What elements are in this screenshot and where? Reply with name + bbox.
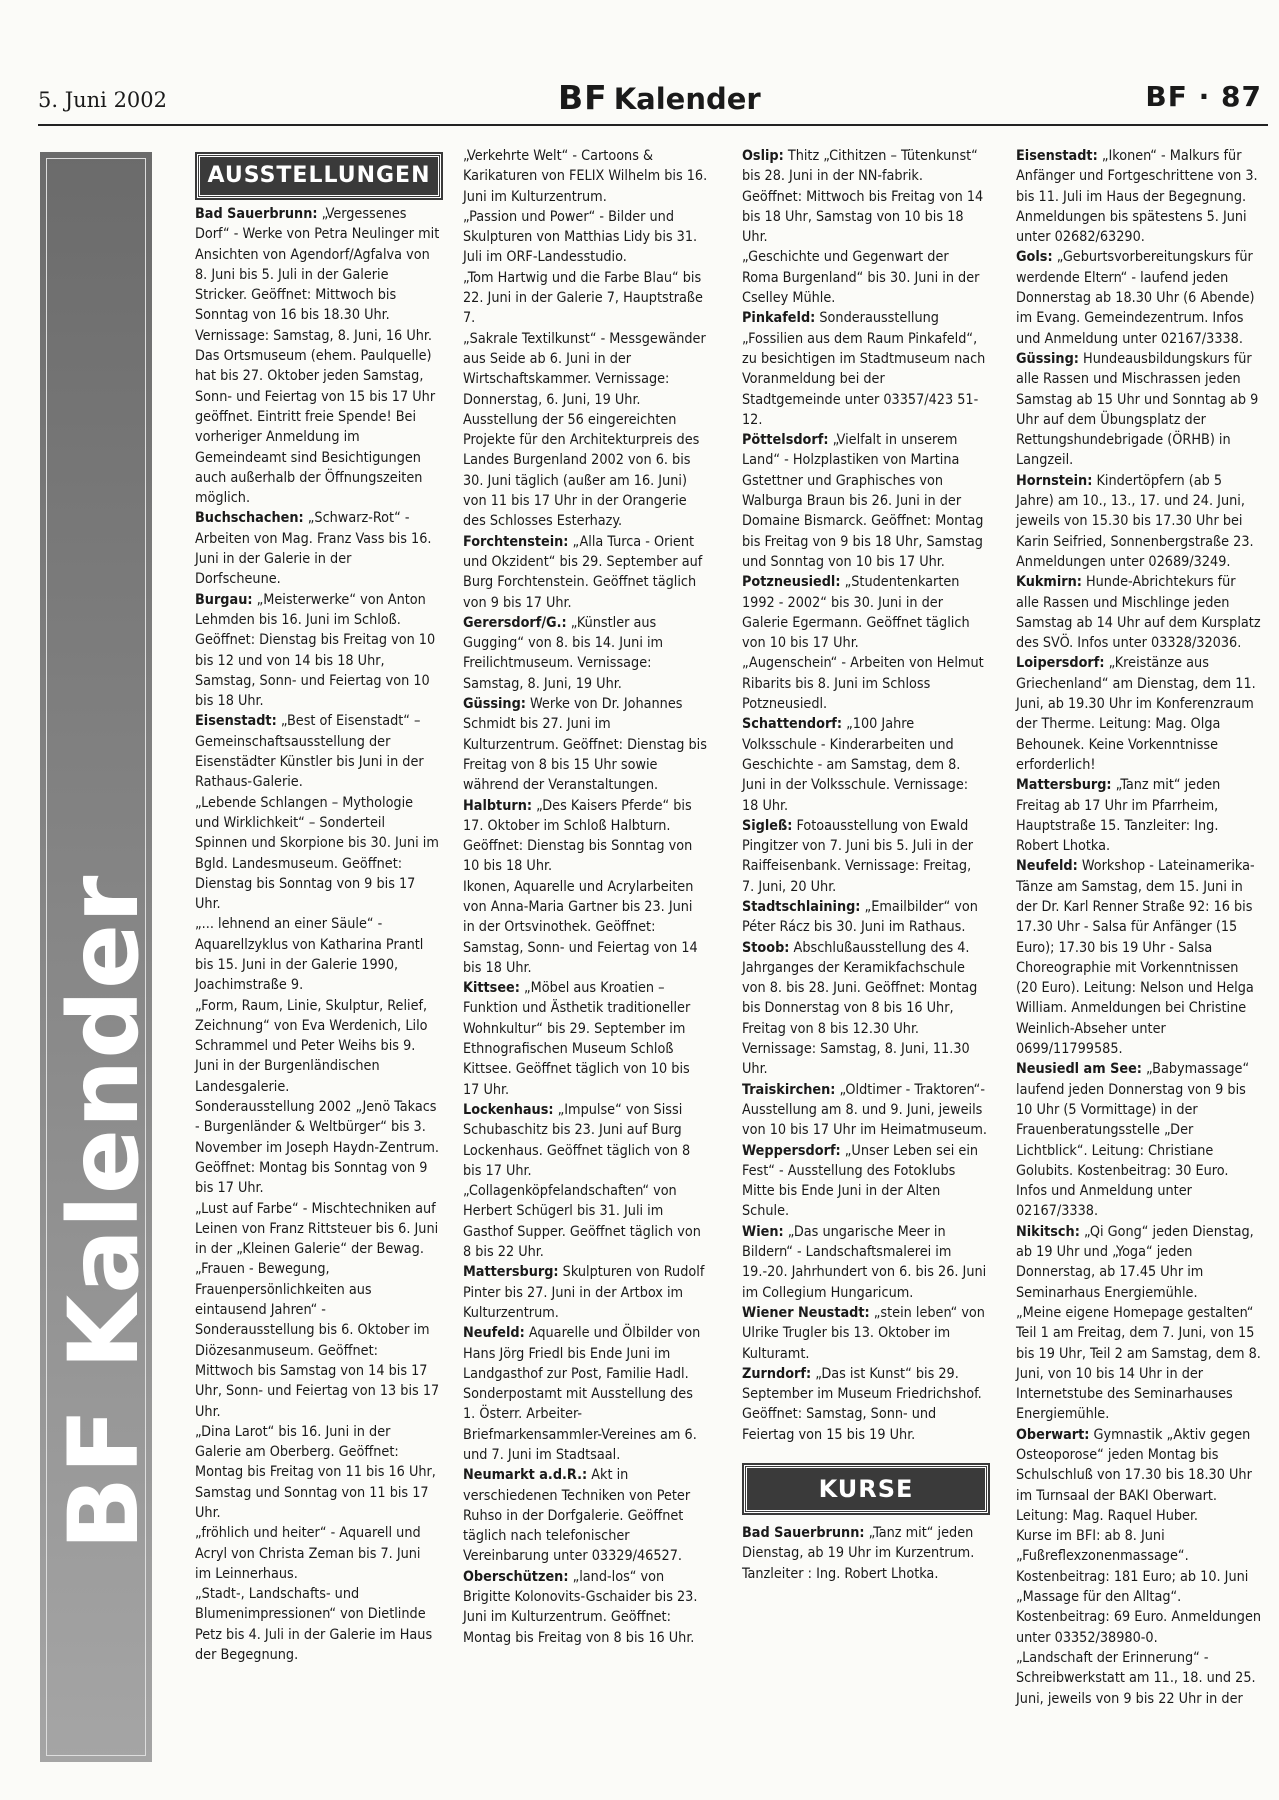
sidebar-logo: BF: [48, 1405, 160, 1550]
listing-entry: [195, 204, 440, 346]
listing-location: Gerersdorf/G.:: [463, 614, 567, 631]
listing-entry: [463, 694, 708, 795]
listing-entry: [1016, 572, 1261, 653]
listing-text: „Frauen - Bewegung, Frauenpersönlichkeiten aus eintausend Jahren“ - Sonderausstellung bis 6. Oktober im Diözesanmuseum. Geöffnet: Mittwoch bis Samstag von 14 bis 17 Uhr, Sonn- und Feiertag von 13 bis 17 Uhr.: [195, 1261, 440, 1420]
listing-text: Sonderausstellung „Fossilien aus dem Raum Pinkafeld“, zu besichtigen im Stadtmuseum nach Voranmeldung bei der Stadtgemeinde unter 03357/423 51-12.: [742, 310, 986, 428]
issue-date: 5. Juni 2002: [38, 88, 168, 112]
listing-entry: [742, 1222, 987, 1303]
listing-entry: [1016, 1425, 1261, 1526]
listing-location: Lockenhaus:: [463, 1101, 554, 1118]
listing-entry: [463, 613, 708, 694]
listing-entry: [742, 1364, 987, 1445]
listing-text: „Vergessenes Dorf“ - Werke von Petra Neulinger mit Ansichten von Agendorf/Agfalva von 8. Juni bis 5. Juli in der Galerie Stricker. Geöffnet: Mittwoch bis Sonntag von 16 bis 18.30 Uhr. Vernissage: Samstag, 8. Juni, 16 Uhr.: [195, 206, 440, 344]
listing-text: Thitz „Cithitzen – Tütenkunst“ bis 28. Juni in der NN-fabrik. Geöffnet: Mittwoch bis Freitag von 14 bis 18 Uhr, Samstag von 10 bis 18 Uhr.: [742, 148, 984, 246]
listing-text: „stein leben“ von Ulrike Trugler bis 13. Oktober im Kulturamt.: [742, 1304, 985, 1362]
listing-entry: [1016, 1303, 1261, 1425]
listing-entry: [463, 1100, 708, 1181]
column-2: [463, 146, 708, 1648]
listing-entry: [195, 793, 440, 915]
listing-entry: [463, 1262, 708, 1323]
column-2-entries: [463, 146, 708, 1648]
listing-text: „Lebende Schlangen – Mythologie und Wirklichkeit“ – Sonderteil Spinnen und Skorpione bis 30. Juni im Bgld. Landesmuseum. Geöffnet: Dienstag bis Sonntag von 9 bis 17 Uhr.: [195, 794, 439, 913]
listing-location: Güssing:: [1016, 350, 1079, 367]
listing-location: Halbturn:: [463, 797, 533, 814]
listing-entry: [463, 532, 708, 613]
listing-text: Skulpturen von Rudolf Pinter bis 27. Juni in der Artbox im Kulturzentrum.: [463, 1264, 705, 1321]
listing-location: Eisenstadt:: [1016, 148, 1098, 164]
listing-location: Weppersdorf:: [742, 1142, 841, 1159]
listing-text: „Studentenkarten 1992 - 2002“ bis 30. Juni in der Galerie Egermann. Geöffnet täglich von 10 bis 17 Uhr.: [742, 574, 970, 652]
listing-entry: [463, 1567, 708, 1648]
listing-text: „Verkehrte Welt“ - Cartoons & Karikaturen von FELIX Wilhelm bis 16. Juni im Kulturzentrum.: [463, 148, 708, 205]
listing-location: Stoob:: [742, 939, 790, 956]
listing-text: „Alla Turca - Orient und Okzident“ bis 29. September auf Burg Forchtenstein. Geöffnet täglich von 9 bis 17 Uhr.: [463, 533, 703, 611]
listing-entry: [1016, 1059, 1261, 1221]
listing-entry: [195, 1199, 440, 1260]
listing-text: „Künstler aus Gugging“ von 8. bis 14. Juni im Freilichtmuseum. Vernissage: Samstag, 8. Juni, 19 Uhr.: [463, 614, 664, 692]
listing-entry: [742, 1080, 987, 1141]
listing-location: Neusiedl am See:: [1016, 1061, 1142, 1078]
listing-text: „Augenschein“ - Arbeiten von Helmut Ribarits bis 8. Juni im Schloss Potzneusiedl.: [742, 655, 984, 713]
listing-text: Gymnastik „Aktiv gegen Osteoporose“ jeden Montag bis Schulschluß von 17.30 bis 18.30 Uhr im Turnsaal der BAKI Oberwart. Leitung: Mag. Raquel Huber.: [1016, 1426, 1252, 1524]
column-4-entries: [1016, 146, 1261, 1709]
listing-location: Eisenstadt:: [195, 713, 277, 730]
listing-entry: [463, 329, 708, 410]
listing-text: „Tanz mit“ jeden Freitag ab 17 Uhr im Pfarrheim, Hauptstraße 15. Tanzleiter: Ing. Robert Lhotka.: [1016, 777, 1221, 855]
listing-entry: [195, 1584, 440, 1665]
listing-text: Aquarelle und Ölbilder von Hans Jörg Friedl bis Ende Juni im Landgasthof zur Post, Familie Hadl. Sonderpostamt mit Ausstellung des 1. Österr. Arbeiter-Briefmarkensammler-Vereines am 6. und 7. Juni im Stadtsaal.: [463, 1325, 701, 1463]
listing-text: „Babymassage“ laufend jeden Donnerstag von 9 bis 10 Uhr (5 Vormittage) in der Frauenberatungsstelle „Der Lichtblick“. Leitung: Christiane Golubits. Kostenbeitrag: 30 Euro. Infos und Anmeldung unter 02167/3338.: [1016, 1061, 1250, 1220]
listing-text: Hundeausbildungskurs für alle Rassen und Mischrassen jeden Samstag ab 15 Uhr und Sonntag ab 9 Uhr auf dem Übungsplatz der Rettungshundebrigade (ÖRHB) in Langzeil.: [1016, 350, 1259, 469]
listing-entry: [463, 877, 708, 978]
listing-text: „Emailbilder“ von Péter Rácz bis 30. Juni im Rathaus.: [742, 898, 978, 936]
sidebar-title: [48, 874, 160, 1550]
section-heading-ausstellungen: AUSSTELLUNGEN: [197, 154, 441, 198]
listing-entry: [195, 590, 440, 712]
listing-entry: [195, 711, 440, 792]
listing-entry: [463, 1465, 708, 1566]
listing-entry: [742, 146, 987, 247]
listing-location: Oberschützen:: [463, 1568, 569, 1585]
listing-entry: [1016, 146, 1261, 247]
listing-entry: [195, 1097, 440, 1198]
listing-text: „Meine eigene Homepage gestalten“ Teil 1 am Freitag, dem 7. Juni, von 15 bis 19 Uhr, Teil 2 am Samstag, dem 8. Juni, von 10 bis 14 Uhr in der Internetstube des Seminarhauses Energiemühle.: [1016, 1304, 1261, 1423]
listing-entry: [195, 1422, 440, 1523]
listing-entry: [195, 996, 440, 1097]
listing-text: „Landschaft der Erinnerung“ - Schreibwerkstatt am 11., 18. und 25. Juni, jeweils von 9 bis 22 Uhr in der: [1016, 1649, 1256, 1707]
listing-text: „Geburtsvorbereitungskurs für werdende Eltern“ - laufend jeden Donnerstag ab 18.30 Uhr (6 Abende) im Evang. Gemeindezentrum. Infos und Anmeldung unter 02167/3338.: [1016, 249, 1255, 347]
listing-entry: [742, 572, 987, 653]
listing-entry: [742, 1303, 987, 1364]
listing-entry: [463, 1181, 708, 1262]
listing-location: Burgau:: [195, 591, 253, 608]
listing-location: Bad Sauerbrunn:: [195, 206, 318, 222]
listing-entry: [742, 1523, 987, 1584]
listing-text: „100 Jahre Volksschule - Kinderarbeiten und Geschichte - am Samstag, dem 8. Juni in der Volksschule. Vernissage: 18 Uhr.: [742, 716, 969, 814]
listing-location: Mattersburg:: [1016, 777, 1112, 794]
bf-logo: BF: [558, 78, 608, 117]
kurse-entries: [742, 1523, 987, 1584]
listing-entry: [1016, 1648, 1261, 1709]
listing-location: Pinkafeld:: [742, 310, 816, 327]
listing-entry: [742, 897, 987, 938]
listing-location: Stadtschlaining:: [742, 898, 861, 915]
listing-location: Potzneusiedl:: [742, 574, 841, 591]
listing-text: „Geschichte und Gegenwart der Roma Burgenland“ bis 30. Juni in der Cselley Mühle.: [742, 249, 980, 307]
listing-location: Oslip:: [742, 148, 784, 164]
listing-text: „Das ungarische Meer in Bildern“ - Landschaftsmalerei im 19.-20. Jahrhundert von 6. bis 26. Juni im Collegium Hungaricum.: [742, 1223, 987, 1301]
listing-text: „Möbel aus Kroatien – Funktion und Ästhetik traditioneller Wohnkultur“ bis 29. September im Ethnografischen Museum Schloß Kittsee. Geöffnet täglich von 10 bis 17 Uhr.: [463, 980, 691, 1098]
listing-entry: [463, 207, 708, 268]
listing-text: Hunde-Abrichtekurs für alle Rassen und Mischlinge jeden Samstag ab 14 Uhr auf dem Kursplatz des SVÖ. Infos unter 03328/32036.: [1016, 574, 1261, 652]
listing-entry: [195, 1259, 440, 1421]
listing-entry: [742, 816, 987, 897]
column-1: [195, 150, 440, 1665]
page-number: BF · 87: [1145, 80, 1262, 113]
listing-location: Zurndorf:: [742, 1365, 812, 1382]
listing-text: Das Ortsmuseum (ehem. Paulquelle) hat bis 27. Oktober jeden Samstag, Sonn- und Feiertag von 15 bis 17 Uhr geöffnet. Eintritt freie Spende! Bei vorheriger Anmeldung im Gemeindeamt sind Besichtigungen auch außerhalb der Öffnungszeiten möglich.: [195, 348, 436, 507]
listing-entry: [463, 146, 708, 207]
listing-text: „Vielfalt in unserem Land“ - Holzplastiken von Martina Gstettner und Graphisches von Walburga Braun bis 26. Juni in der Domaine Bismarck. Geöffnet: Montag bis Freitag von 9 bis 18 Uhr, Samstag und Sonntag von 10 bis 17 Uhr.: [742, 432, 984, 570]
listing-entry: [1016, 471, 1261, 572]
listing-entry: [742, 430, 987, 572]
listing-entry: [463, 268, 708, 329]
listing-text: „Das ist Kunst“ bis 29. September im Museum Friedrichshof. Geöffnet: Samstag, Sonn- und Feiertag von 15 bis 19 Uhr.: [742, 1365, 982, 1443]
listing-location: Sigleß:: [742, 817, 793, 834]
listing-text: „... lehnend an einer Säule“ - Aquarellzyklus von Katharina Prantl bis 15. Juni in der Galerie 1990, Joachimstraße 9.: [195, 916, 424, 994]
listing-text: „Passion und Power“ - Bilder und Skulpturen von Matthias Lidy bis 31. Juli im ORF-Landesstudio.: [463, 208, 698, 266]
listing-text: Ausstellung der 56 eingereichten Projekte für den Architekturpreis des Landes Burgenland 2002 von 6. bis 30. Juni täglich (außer am 16. Juni) von 11 bis 17 Uhr in der Orangerie des Schlosses Esterhazy.: [463, 411, 700, 530]
listing-entry: [463, 1323, 708, 1465]
listing-entry: [463, 796, 708, 877]
listing-location: Schattendorf:: [742, 716, 843, 733]
listing-text: „Lust auf Farbe“ - Mischtechniken auf Leinen von Franz Rittsteuer bis 6. Juni in der „Kleinen Galerie“ der Bewag.: [195, 1200, 439, 1258]
listing-entry: [742, 1141, 987, 1222]
listing-location: Forchtenstein:: [463, 533, 569, 550]
listing-entry: [1016, 653, 1261, 775]
listing-text: „Qi Gong“ jeden Dienstag, ab 19 Uhr und „Yoga“ jeden Donnerstag, ab 17.45 Uhr im Seminarhaus Energiemühle.: [1016, 1223, 1254, 1301]
listing-location: Pöttelsdorf:: [742, 432, 829, 449]
listing-location: Oberwart:: [1016, 1426, 1090, 1443]
listing-location: Wiener Neustadt:: [742, 1304, 870, 1321]
listing-text: „Tom Hartwig und die Farbe Blau“ bis 22. Juni in der Galerie 7, Hauptstraße 7.: [463, 269, 703, 327]
listing-text: „Tanz mit“ jeden Dienstag, ab 19 Uhr im Kurzentrum. Tanzleiter : Ing. Robert Lhotka.: [742, 1525, 975, 1582]
listing-text: „Stadt-, Landschafts- und Blumenimpressionen“ von Dietlinde Petz bis 4. Juli in der Galerie im Haus der Begegnung.: [195, 1586, 433, 1664]
listing-text: Workshop - Lateinamerika-Tänze am Samstag, dem 15. Juni in der Dr. Karl Renner Straße 92: 16 bis 17.30 Uhr - Salsa für Anfänger (15 Euro); 17.30 bis 19 Uhr - Salsa Choreographie mit Vorkenntnissen (20 Euro). Leitung: Nelson und Helga William. Anmeldungen bei Christine Weinlich-Abseher unter 0699/11799585.: [1016, 858, 1255, 1058]
column-3: [742, 146, 987, 1584]
listing-text: Kurse im BFI: ab 8. Juni „Fußreflexzonenmassage“. Kostenbeitrag: 181 Euro; ab 10. Juni „Massage für den Alltag“. Kostenbeitrag: 69 Euro. Anmeldungen unter 03352/38980-0.: [1016, 1528, 1262, 1646]
listing-location: Kukmirn:: [1016, 574, 1082, 591]
listing-text: Werke von Dr. Johannes Schmidt bis 27. Juni im Kulturzentrum. Geöffnet: Dienstag bis Freitag von 8 bis 15 Uhr sowie während der Veranstaltungen.: [463, 696, 707, 794]
listing-entry: [463, 410, 708, 532]
listing-location: Nikitsch:: [1016, 1223, 1080, 1240]
listing-text: „land-los“ von Brigitte Kolonovits-Gschaider bis 23. Juni im Kulturzentrum. Geöffnet: Montag bis Freitag von 8 bis 16 Uhr.: [463, 1568, 698, 1646]
listing-entry: [742, 938, 987, 1080]
listing-location: Mattersburg:: [463, 1264, 559, 1281]
listing-entry: [1016, 1526, 1261, 1648]
listing-entry: [195, 508, 440, 589]
column-4: [1016, 146, 1261, 1709]
sidebar-word: Kalender: [48, 874, 160, 1370]
listing-entry: [195, 914, 440, 995]
listing-text: „Oldtimer - Traktoren“- Ausstellung am 8. und 9. Juni, jeweils von 10 bis 17 Uhr im Heimatmuseum.: [742, 1081, 987, 1139]
listing-text: Kindertöpfern (ab 5 Jahre) am 10., 13., 17. und 24. Juni, jeweils von 15.30 bis 17.30 Uhr bei Karin Seifried, Sonnenbergstraße 23. Anmeldungen unter 02689/3249.: [1016, 472, 1254, 570]
listing-location: Traiskirchen:: [742, 1081, 836, 1098]
listing-location: Hornstein:: [1016, 472, 1093, 489]
listing-location: Neufeld:: [1016, 858, 1078, 875]
listing-location: Kittsee:: [463, 980, 520, 997]
listing-location: Güssing:: [463, 696, 526, 713]
listing-text: „Best of Eisenstadt“ – Gemeinschaftsausstellung der Eisenstädter Künstler bis Juni in der Rathaus-Galerie.: [195, 713, 424, 791]
listing-text: „Des Kaisers Pferde“ bis 17. Oktober im Schloß Halbturn. Geöffnet: Dienstag bis Sonntag von 10 bis 18 Uhr.: [463, 797, 693, 875]
listing-entry: [195, 346, 440, 508]
listing-text: „Form, Raum, Linie, Skulptur, Relief, Zeichnung“ von Eva Werdenich, Lilo Schrammel und Peter Weihs bis 9. Juni in der Burgenländischen Landesgalerie.: [195, 997, 428, 1095]
listing-entry: [742, 308, 987, 430]
page-header: [38, 78, 1262, 124]
listing-text: „Schwarz-Rot“ - Arbeiten von Mag. Franz Vass bis 16. Juni in der Galerie in der Dorfscheune.: [195, 510, 432, 588]
listing-text: „Collagenköpfelandschaften“ von Herbert Schügerl bis 31. Juli im Gasthof Supper. Geöffnet täglich von 8 bis 22 Uhr.: [463, 1183, 701, 1261]
listing-entry: [1016, 1222, 1261, 1303]
listing-text: Ikonen, Aquarelle und Acrylarbeiten von Anna-Maria Gartner bis 23. Juni in der Ortsvinothek. Geöffnet: Samstag, Sonn- und Feiertag von 14 bis 18 Uhr.: [463, 878, 698, 976]
listing-text: „Ikonen“ - Malkurs für Anfänger und Fortgeschrittene von 3. bis 11. Juli im Haus der Begegnung. Anmeldungen bis spätestens 5. Juni unter 02682/63290.: [1016, 148, 1258, 246]
listing-text: „Dina Larot“ bis 16. Juni in der Galerie am Oberberg. Geöffnet: Montag bis Freitag von 11 bis 16 Uhr, Samstag und Sonntag von 11 bis 17 Uhr.: [195, 1423, 436, 1521]
section-title-text: Kalender: [613, 82, 761, 116]
listing-text: „Impulse“ von Sissi Schubaschitz bis 23. Juni auf Burg Lockenhaus. Geöffnet täglich von 8 bis 17 Uhr.: [463, 1101, 691, 1179]
column-3-entries: [742, 146, 987, 1445]
section-title: [558, 78, 761, 117]
listing-location: Loipersdorf:: [1016, 655, 1105, 672]
listing-entry: [463, 978, 708, 1100]
column-1-entries: [195, 204, 440, 1665]
listing-text: „Meisterwerke“ von Anton Lehmden bis 16. Juni im Schloß. Geöffnet: Dienstag bis Freitag von 10 bis 12 und von 14 bis 18 Uhr, Samstag, Sonn- und Feiertag von 10 bis 18 Uhr.: [195, 591, 436, 710]
header-rule: [38, 124, 1268, 126]
listing-text: Akt in verschiedenen Techniken von Peter Ruhso in der Dorfgalerie. Geöffnet täglich nach telefonischer Vereinbarung unter 03329/46527.: [463, 1467, 691, 1565]
listing-text: Sonderausstellung 2002 „Jenö Takacs - Burgenländer & Weltbürger“ bis 3. November im Joseph Haydn-Zentrum. Geöffnet: Montag bis Sonntag von 9 bis 17 Uhr.: [195, 1099, 439, 1197]
listing-entry: [742, 653, 987, 714]
listing-text: „fröhlich und heiter“ - Aquarell und Acryl von Christa Zeman bis 7. Juni im Leinnerhaus.: [195, 1525, 421, 1582]
listing-text: Fotoausstellung von Ewald Pingitzer von 7. Juni bis 5. Juli in der Raiffeisenbank. Vernissage: Freitag, 7. Juni, 20 Uhr.: [742, 817, 974, 895]
listing-location: Neumarkt a.d.R.:: [463, 1467, 588, 1484]
listing-location: Gols:: [1016, 249, 1053, 266]
listing-entry: [1016, 349, 1261, 471]
listing-entry: [1016, 247, 1261, 348]
listing-location: Buchschachen:: [195, 510, 304, 527]
listing-entry: [1016, 775, 1261, 856]
section-heading-kurse: KURSE: [744, 1465, 988, 1513]
listing-entry: [742, 714, 987, 815]
listing-text: „Unser Leben sei ein Fest“ - Ausstellung des Fotoklubs Mitte bis Ende Juni in der Alten Schule.: [742, 1142, 979, 1220]
listing-location: Neufeld:: [463, 1325, 525, 1342]
listing-location: Wien:: [742, 1223, 784, 1240]
listing-entry: [1016, 856, 1261, 1059]
listing-entry: [742, 247, 987, 308]
listing-text: Abschlußausstellung des 4. Jahrganges der Keramikfachschule von 8. bis 28. Juni. Geöffnet: Montag bis Donnerstag von 8 bis 16 Uhr, Freitag von 8 bis 12.30 Uhr. Vernissage: Samstag, 8. Juni, 11.30 Uhr.: [742, 939, 978, 1078]
listing-location: Bad Sauerbrunn:: [742, 1525, 865, 1541]
listing-text: „Kreistänze aus Griechenland“ am Dienstag, dem 11. Juni, ab 19.30 Uhr im Konferenzraum der Therme. Leitung: Mag. Olga Behounek. Keine Vorkenntnisse erforderlich!: [1016, 655, 1256, 773]
listing-entry: [195, 1523, 440, 1584]
listing-text: „Sakrale Textilkunst“ - Messgewänder aus Seide ab 6. Juni in der Wirtschaftskammer. Vernissage: Donnerstag, 6. Juni, 19 Uhr.: [463, 330, 706, 408]
